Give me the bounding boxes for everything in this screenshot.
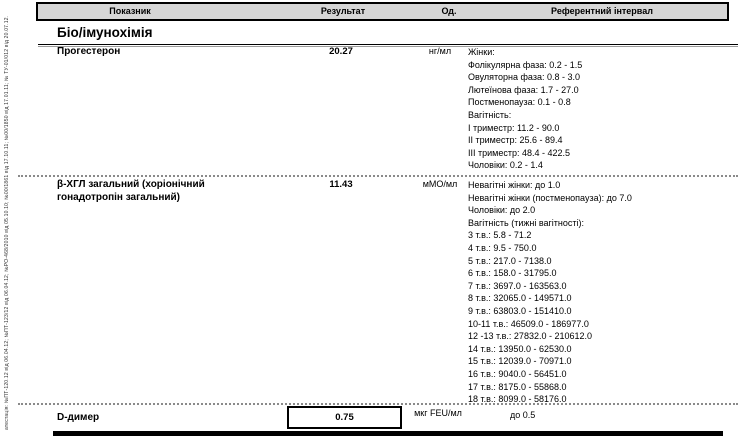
reference-line: Чоловіки: 0.2 - 1.4 xyxy=(468,160,543,171)
column-header-units: Од. xyxy=(441,6,457,16)
reference-line: 3 т.в.: 5.8 - 71.2 xyxy=(468,230,532,241)
reference-line: I триместр: 11.2 - 90.0 xyxy=(468,122,560,133)
reference-line: Невагітні жінки (постменопауза): до 7.0 xyxy=(468,192,632,203)
test-name: Прогестерон xyxy=(57,46,121,57)
reference-line: 16 т.в.: 9040.0 - 56451.0 xyxy=(468,368,567,379)
reference-line: 4 т.в.: 9.5 - 750.0 xyxy=(468,242,537,253)
test-name: D-димер xyxy=(57,412,100,423)
column-header-result: Результат xyxy=(320,6,366,16)
reference-line: II триместр: 25.6 - 89.4 xyxy=(468,135,563,146)
reference-line: Лютеїнова фаза: 1.7 - 27.0 xyxy=(468,84,579,95)
row-separator xyxy=(18,403,738,405)
test-result: 11.43 xyxy=(329,179,353,190)
reference-line: III триместр: 48.4 - 422.5 xyxy=(468,147,571,158)
certification-note: атестація: №ПТ-120.12 від 06.04.12; №ПТ-123/12 від 06.04.12; №РО-468/2010 від 05.10.10; №00/1861 від 17.10.11; №00/1850 від 17.01.11; № ТУ-01/012 від 20.07.12. xyxy=(4,15,10,430)
test-name: β-ХГЛ загальний (хоріонічний гонадотропін загальний) xyxy=(57,179,205,203)
section-title: Біо/імунохімія xyxy=(57,25,153,40)
test-units: мМО/мл xyxy=(422,179,458,189)
reference-line: 9 т.в.: 63803.0 - 151410.0 xyxy=(468,305,572,316)
reference-interval xyxy=(468,179,632,406)
reference-line: 12 -13 т.в.: 27832.0 - 210612.0 xyxy=(468,331,592,342)
test-units: нг/мл xyxy=(428,46,452,56)
reference-line: 8 т.в.: 32065.0 - 149571.0 xyxy=(468,293,572,304)
test-result-flagged-box: 0.75 xyxy=(287,406,402,429)
reference-line: Вагітність: xyxy=(468,109,512,120)
reference-line: 18 т.в.: 8099.0 - 58176.0 xyxy=(468,394,567,405)
reference-line: 5 т.в.: 217.0 - 7138.0 xyxy=(468,255,552,266)
reference-line: Вагітність (тижні вагітності): xyxy=(468,217,585,228)
reference-line: Чоловіки: до 2.0 xyxy=(468,205,536,216)
reference-interval xyxy=(468,46,582,172)
reference-line: 17 т.в.: 8175.0 - 55868.0 xyxy=(468,381,567,392)
reference-line: Фолікулярна фаза: 0.2 - 1.5 xyxy=(468,59,583,70)
reference-line: Постменопауза: 0.1 - 0.8 xyxy=(468,97,571,108)
reference-line: 15 т.в.: 12039.0 - 70971.0 xyxy=(468,356,572,367)
reference-line: 6 т.в.: 158.0 - 31795.0 xyxy=(468,268,557,279)
page-footer-bar xyxy=(53,431,723,436)
test-result: 20.27 xyxy=(329,46,353,57)
reference-line: Овуляторна фаза: 0.8 - 3.0 xyxy=(468,72,580,83)
reference-line: Невагітні жінки: до 1.0 xyxy=(468,180,561,190)
reference-line: 7 т.в.: 3697.0 - 163563.0 xyxy=(468,280,567,291)
reference-line: 14 т.в.: 13950.0 - 62530.0 xyxy=(468,343,572,354)
row-separator xyxy=(18,175,738,177)
column-header-indicator: Показник xyxy=(109,6,151,16)
results-table-header xyxy=(36,2,729,21)
section-divider xyxy=(38,44,738,45)
test-units: мкг FEU/мл xyxy=(414,408,462,418)
reference-line: Жінки: xyxy=(468,47,495,57)
reference-line: до 0.5 xyxy=(510,410,536,420)
reference-interval xyxy=(510,409,535,422)
column-header-reference: Референтний інтервал xyxy=(551,6,653,16)
reference-line: 10-11 т.в.: 46509.0 - 186977.0 xyxy=(468,318,589,329)
